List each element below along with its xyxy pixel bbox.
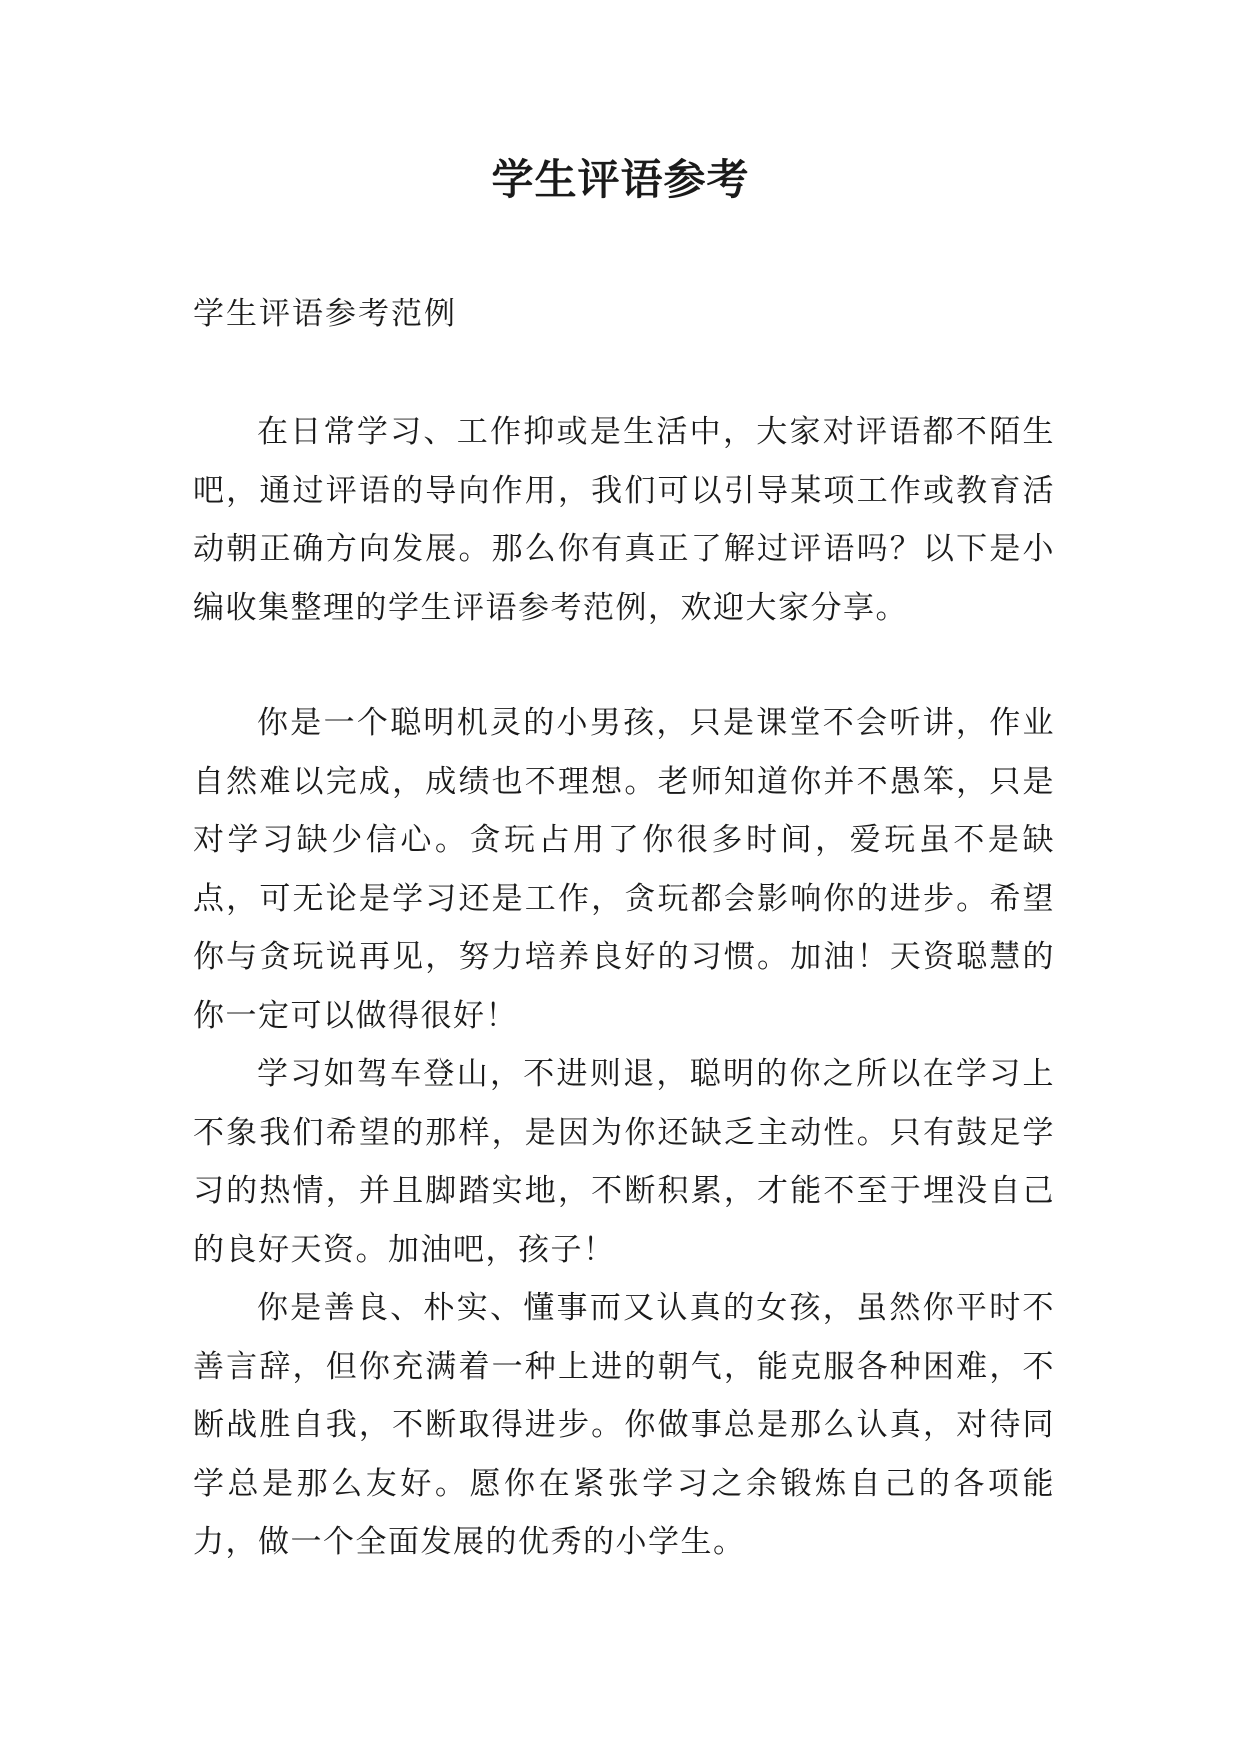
- page-title: 学生评语参考: [491, 155, 750, 204]
- comment-paragraph-3: 你是善良、朴实、懂事而又认真的女孩，虽然你平时不善言辞，但你充满着一种上进的朝气，能克服各种困难，不断战胜自我，不断取得进步。你做事总是那么认真，对待同学总是那么友好。愿你在紧张学习之余锻炼自己的各项能力，做一个全面发展的优秀的小学生。: [193, 1290, 1055, 1560]
- comment-paragraph-1: 你是一个聪明机灵的小男孩，只是课堂不会听讲，作业自然难以完成，成绩也不理想。老师知道你并不愚笨，只是对学习缺少信心。贪玩占用了你很多时间，爱玩虽不是缺点，可无论是学习还是工作，贪玩都会影响你的进步。希望你与贪玩说再见，努力培养良好的习惯。加油！天资聪慧的你一定可以做得很好！: [193, 705, 1055, 1034]
- comments-section: [193, 694, 1055, 1572]
- comment-paragraph-2: 学习如驾车登山，不进则退，聪明的你之所以在学习上不象我们希望的那样，是因为你还缺乏主动性。只有鼓足学习的热情，并且脚踏实地，不断积累，才能不至于埋没自己的良好天资。加油吧，孩子！: [193, 1056, 1055, 1268]
- intro-section: [193, 403, 1055, 637]
- intro-paragraph: 在日常学习、工作抑或是生活中，大家对评语都不陌生吧，通过评语的导向作用，我们可以引导某项工作或教育活动朝正确方向发展。那么你有真正了解过评语吗？以下是小编收集整理的学生评语参考范例，欢迎大家分享。: [193, 414, 1055, 626]
- subtitle: 学生评语参考范例: [193, 296, 457, 332]
